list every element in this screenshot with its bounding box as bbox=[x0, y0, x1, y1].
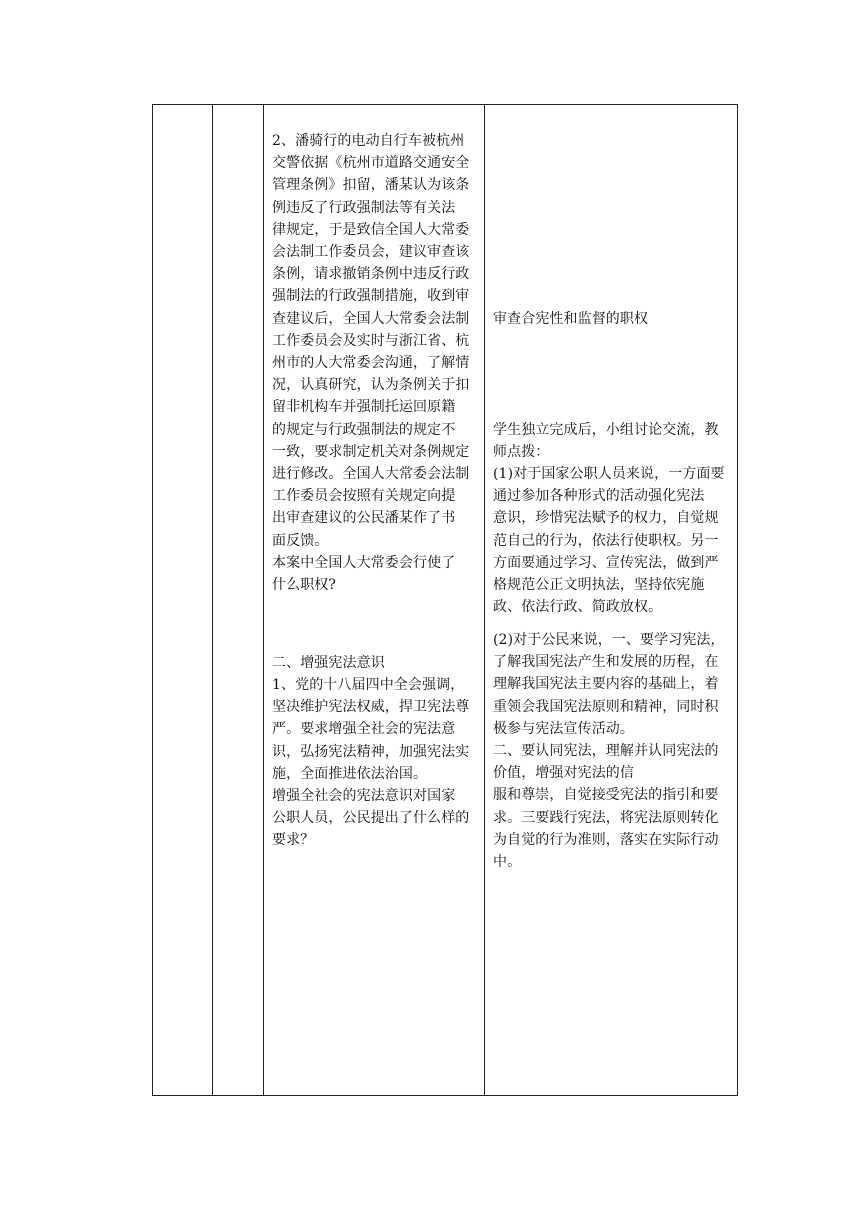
section-title-enhance-constitutional-awareness: 二、增强宪法意识 bbox=[272, 655, 385, 671]
case-2-text: 2、潘骑行的电动自行车被杭州 交警依据《杭州市道路交通安全 管理条例》扣留，潘某认为该条 例违反了行政强制法等有关法 律规定，于是致信全国人大常委 会法制工作委员会，建议审查该 条例，请求撤销条例中违反行政 强制法的行政强制措施，收到审 查建议后，全国人大常委会法制 工作委员会及实时与浙江省、杭 州市的人大常委会沟通，了解情 况，认真研究，认为条例关于扣 留非机构车并强制托运回原籍 的规定与行政强制法的规定不 一致，要求制定机关对条例规定 进行修改。全国人大常委会法制 工作委员会按照有关规定向提 出审查建议的公民潘某作了书 面反馈。 bbox=[272, 133, 470, 549]
lesson-table bbox=[152, 104, 738, 1096]
table-cell-blank-1 bbox=[153, 105, 212, 1095]
answer-power: 审查合宪性和监督的职权 bbox=[493, 311, 649, 327]
point-2-citizens: (2)对于公民来说，一、要学习宪法， 了解我国宪法产生和发展的历程，在 理解我国宪法主要内容的基础上，着 重领会我国宪法原则和精神，同时积 极参与宪法宣传活动。 bbox=[493, 632, 725, 737]
point-3-identify-and-practice: 二、要认同宪法，理解并认同宪法的 价值，增强对宪法的信 服和尊崇，自觉接受宪法的指引和要 求。三要践行宪法，将宪法原则转化 为自觉的行为准则，落实在实际行动 中。 bbox=[493, 743, 719, 871]
table-cell-teaching-process bbox=[485, 105, 739, 1095]
teacher-intro: 学生独立完成后，小组讨论交流，教 师点拨： bbox=[493, 422, 719, 461]
question-3: 增强全社会的宪法意识对国家 公职人员，公民提出了什么样的 要求？ bbox=[272, 788, 470, 849]
item-1-text: 1、党的十八届四中全会强调， 坚决维护宪法权威，捍卫宪法尊 严。要求增强全社会的宪法意 识，弘扬宪法精神，加强宪法实 施，全面推进依法治国。 bbox=[272, 677, 470, 782]
table-cell-content bbox=[263, 105, 485, 1095]
point-1-public-officials: (1)对于国家公职人员来说，一方面要 通过参加各种形式的活动强化宪法 意识，珍惜宪法赋予的权力，自觉规 范自己的行为，依法行使职权。另一 方面要通过学习、宣传宪法，做到严 格规范公正文明执法，坚持依宪施 政、依法行政、简政放权。 bbox=[493, 466, 725, 616]
table-cell-blank-2 bbox=[212, 105, 263, 1095]
question-2: 本案中全国人大常委会行使了 什么职权? bbox=[272, 555, 456, 594]
